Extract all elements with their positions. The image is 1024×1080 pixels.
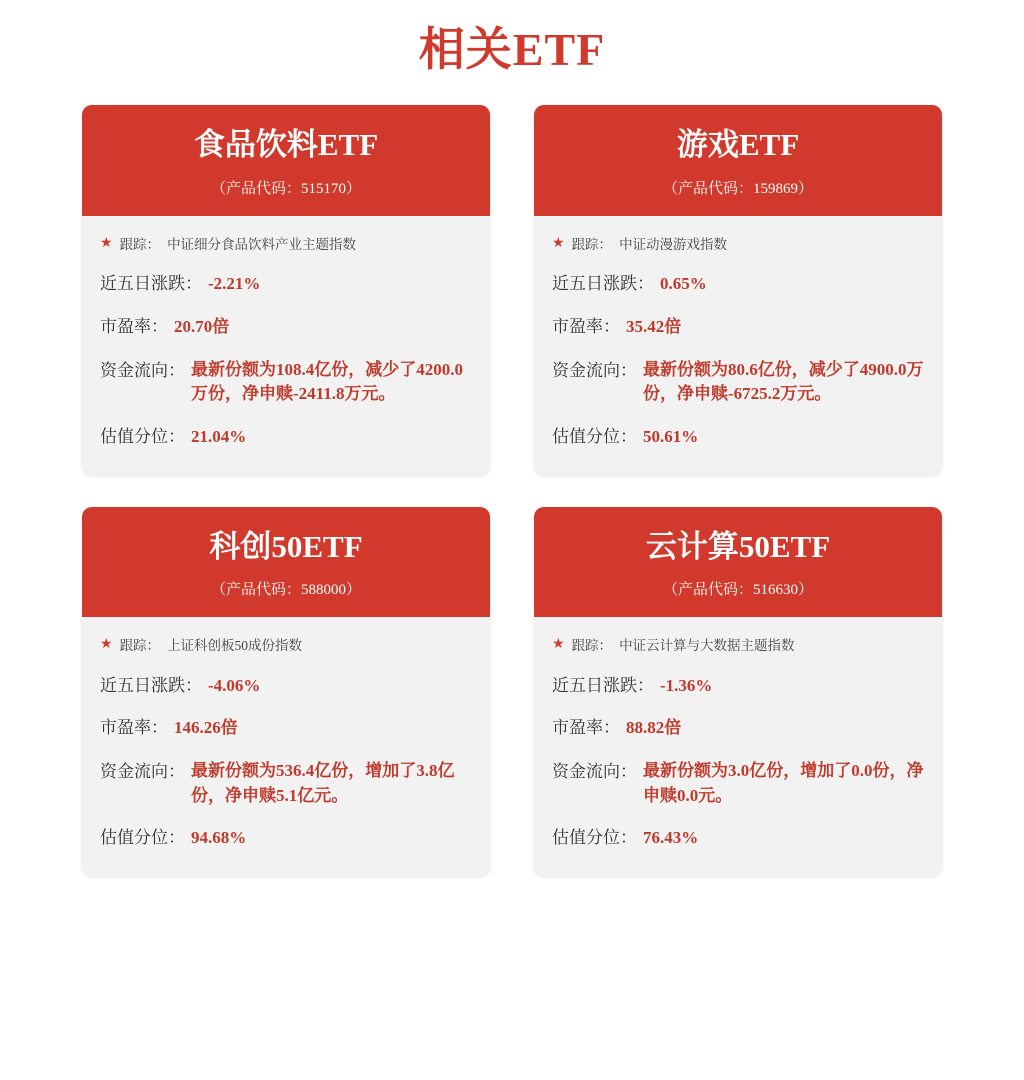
- etf-track-label: 跟踪：: [119, 638, 161, 654]
- etf-card-header: [534, 105, 942, 216]
- five-day-value: -4.06%: [208, 675, 261, 695]
- etf-product-code: （产品代码：588000）: [210, 582, 361, 599]
- etf-track-row: [100, 631, 472, 665]
- valuation-value: 50.61%: [643, 426, 699, 446]
- flow-value: 最新份额为80.6亿份，减少了4900.0万份，净申赎-6725.2万元。: [643, 359, 924, 404]
- etf-track-row: [552, 631, 924, 665]
- etf-track-label: 跟踪：: [571, 638, 613, 654]
- pe-value: 88.82倍: [626, 718, 682, 738]
- etf-valuation-percentile: [552, 817, 924, 860]
- etf-card-body: [534, 216, 942, 475]
- flow-value: 最新份额为3.0亿份，增加了0.0份，净申赎0.0元。: [643, 761, 924, 805]
- etf-pe-ratio: [552, 707, 924, 750]
- valuation-label: 估值分位：: [100, 426, 185, 446]
- pe-label: 市盈率：: [100, 317, 168, 337]
- star-icon: ★: [100, 235, 113, 251]
- flow-value: 最新份额为108.4亿份，减少了4200.0万份，净申赎-2411.8万元。: [191, 359, 463, 404]
- etf-fund-flow: [552, 750, 924, 817]
- flow-label: 资金流向：: [100, 762, 185, 782]
- etf-track-index: 中证动漫游戏指数: [619, 236, 728, 252]
- etf-name: 科创50ETF: [209, 528, 363, 564]
- etf-card[interactable]: [82, 507, 490, 876]
- etf-track-index: 中证云计算与大数据主题指数: [619, 638, 795, 654]
- etf-pe-ratio: [100, 707, 472, 750]
- valuation-label: 估值分位：: [552, 426, 637, 446]
- valuation-value: 21.04%: [191, 426, 247, 446]
- pe-value: 146.26倍: [174, 718, 238, 738]
- etf-pe-ratio: [100, 306, 472, 349]
- star-icon: ★: [100, 637, 113, 653]
- etf-product-code: （产品代码：159869）: [662, 180, 813, 197]
- etf-card-body: [534, 617, 942, 876]
- etf-card-body: [82, 617, 490, 876]
- etf-five-day-change: [552, 665, 924, 708]
- etf-five-day-change: [100, 665, 472, 708]
- etf-pe-ratio: [552, 306, 924, 349]
- valuation-label: 估值分位：: [552, 828, 637, 848]
- flow-label: 资金流向：: [552, 360, 637, 380]
- etf-fund-flow: [100, 349, 472, 416]
- etf-card-body: [82, 216, 490, 475]
- etf-five-day-change: [552, 263, 924, 306]
- five-day-value: -1.36%: [660, 675, 713, 695]
- etf-card[interactable]: [534, 507, 942, 876]
- pe-label: 市盈率：: [552, 718, 620, 738]
- five-day-label: 近五日涨跌：: [552, 675, 654, 695]
- pe-value: 35.42倍: [626, 317, 682, 337]
- five-day-label: 近五日涨跌：: [100, 274, 202, 294]
- five-day-label: 近五日涨跌：: [100, 675, 202, 695]
- star-icon: ★: [552, 235, 565, 251]
- etf-track-label: 跟踪：: [571, 236, 613, 252]
- etf-card-grid: [0, 87, 1024, 876]
- etf-name: 云计算50ETF: [645, 528, 831, 564]
- flow-label: 资金流向：: [552, 762, 637, 782]
- etf-card-header: [82, 105, 490, 216]
- etf-card-header: [82, 507, 490, 618]
- valuation-label: 估值分位：: [100, 828, 185, 848]
- five-day-label: 近五日涨跌：: [552, 274, 654, 294]
- pe-label: 市盈率：: [552, 317, 620, 337]
- etf-track-index: 上证科创板50成份指数: [167, 638, 303, 654]
- etf-valuation-percentile: [100, 817, 472, 860]
- star-icon: ★: [552, 637, 565, 653]
- etf-product-code: （产品代码：516630）: [662, 582, 813, 599]
- pe-label: 市盈率：: [100, 718, 168, 738]
- etf-five-day-change: [100, 263, 472, 306]
- valuation-value: 76.43%: [643, 828, 699, 848]
- page-title: 相关ETF: [418, 24, 606, 75]
- etf-track-row: [552, 230, 924, 264]
- etf-card[interactable]: [82, 105, 490, 474]
- etf-product-code: （产品代码：515170）: [210, 180, 361, 197]
- etf-fund-flow: [552, 349, 924, 416]
- etf-track-index: 中证细分食品饮料产业主题指数: [167, 236, 357, 252]
- valuation-value: 94.68%: [191, 828, 247, 848]
- flow-label: 资金流向：: [100, 360, 185, 380]
- etf-track-label: 跟踪：: [119, 236, 161, 252]
- etf-card[interactable]: [534, 105, 942, 474]
- etf-name: 游戏ETF: [676, 127, 800, 163]
- etf-valuation-percentile: [552, 416, 924, 459]
- five-day-value: -2.21%: [208, 274, 261, 294]
- five-day-value: 0.65%: [660, 274, 707, 294]
- etf-track-row: [100, 230, 472, 264]
- etf-valuation-percentile: [100, 416, 472, 459]
- flow-value: 最新份额为536.4亿份，增加了3.8亿份，净申赎5.1亿元。: [191, 761, 455, 805]
- etf-fund-flow: [100, 750, 472, 817]
- pe-value: 20.70倍: [174, 317, 230, 337]
- etf-name: 食品饮料ETF: [193, 127, 379, 163]
- etf-card-header: [534, 507, 942, 618]
